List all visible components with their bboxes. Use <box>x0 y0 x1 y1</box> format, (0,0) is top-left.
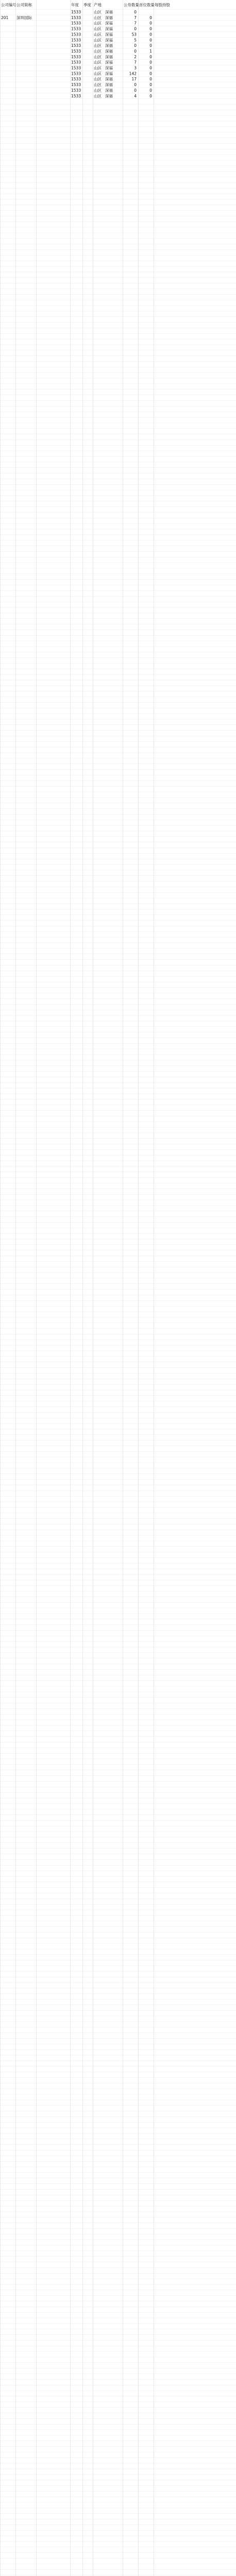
table-cell: 4 <box>134 93 137 98</box>
table-cell: 山区 <box>94 71 102 76</box>
table-cell: 山区 <box>94 88 102 93</box>
table-cell: 1533 <box>71 10 81 14</box>
table-cell: 1 <box>149 48 152 54</box>
table-cell: 山区 <box>94 38 102 43</box>
header-cell: 每股持股 <box>155 3 170 7</box>
table-cell: 1533 <box>71 21 81 26</box>
table-cell: 0 <box>149 88 152 93</box>
table-cell: 0 <box>149 71 152 76</box>
table-cell: 1533 <box>71 65 81 71</box>
table-cell: 1533 <box>71 54 81 59</box>
table-cell: 深圳国际 <box>16 15 32 20</box>
table-row <box>71 26 152 31</box>
table-cell: 深福 <box>105 32 113 37</box>
table-cell: 深福 <box>105 93 113 98</box>
table-row <box>71 54 152 59</box>
table-row <box>71 82 152 87</box>
table-cell: 0 <box>149 32 152 37</box>
table-row <box>71 60 152 65</box>
table-cell: 0 <box>134 26 137 31</box>
table-cell: 0 <box>134 10 137 14</box>
table-cell: 山区 <box>94 77 102 82</box>
header-cell: 公司简称 <box>16 3 32 7</box>
table-cell: 深福 <box>105 10 113 14</box>
table-cell: 山区 <box>94 82 102 88</box>
table-cell: 深福 <box>105 38 113 43</box>
table-cell: 0 <box>149 60 152 65</box>
header-cell: 产地 <box>94 3 102 7</box>
table-cell: 深福 <box>105 71 113 76</box>
header-row <box>0 0 236 9</box>
table-cell: 深福 <box>105 82 113 88</box>
table-row <box>71 71 152 76</box>
table-cell: 深福 <box>105 77 113 82</box>
table-cell: 1533 <box>71 26 81 31</box>
header-cell: 季度 <box>83 3 91 7</box>
table-cell: 0 <box>149 82 152 88</box>
table-cell: 0 <box>149 65 152 71</box>
table-row <box>71 65 152 71</box>
table-cell: 7 <box>134 60 137 65</box>
table-cell: 深福 <box>105 48 113 54</box>
table-cell: 0 <box>134 82 137 88</box>
table-cell: 深福 <box>105 88 113 93</box>
table-cell: 17 <box>131 77 137 82</box>
table-cell: 53 <box>131 32 137 37</box>
table-cell: 山区 <box>94 21 102 26</box>
table-cell: 1533 <box>71 82 81 88</box>
table-cell: 0 <box>134 88 137 93</box>
table-cell: 142 <box>129 71 137 76</box>
table-cell: 山区 <box>94 48 102 54</box>
table-cell: 0 <box>149 38 152 43</box>
table-cell: 7 <box>134 15 137 20</box>
table-cell: 0 <box>149 43 152 48</box>
table-cell: 深福 <box>105 26 113 31</box>
table-cell: 0 <box>149 93 152 98</box>
table-cell: 山区 <box>94 32 102 37</box>
table-cell: 1533 <box>71 38 81 43</box>
table-row <box>71 9 137 14</box>
table-cell: 201 <box>1 15 9 20</box>
table-cell: 山区 <box>94 65 102 71</box>
table-cell: 2 <box>134 54 137 59</box>
table-row <box>71 48 152 54</box>
table-cell: 山区 <box>94 43 102 48</box>
table-cell: 深福 <box>105 21 113 26</box>
table-row <box>1 15 152 20</box>
table-cell: 山区 <box>94 60 102 65</box>
table-row <box>71 37 152 42</box>
table-cell: 深福 <box>105 43 113 48</box>
table-cell: 0 <box>149 15 152 20</box>
table-row <box>71 93 152 98</box>
table-cell: 1533 <box>71 43 81 48</box>
table-cell: 3 <box>134 65 137 71</box>
table-cell: 1533 <box>71 32 81 37</box>
table-cell: 深福 <box>105 60 113 65</box>
table-cell: 山区 <box>94 26 102 31</box>
table-cell: 0 <box>149 26 152 31</box>
table-cell: 深福 <box>105 54 113 59</box>
header-cell: 公司编号 <box>1 3 16 7</box>
table-cell: 深福 <box>105 65 113 71</box>
table-cell: 1533 <box>71 71 81 76</box>
table-cell: 山区 <box>94 15 102 20</box>
table-cell: 1533 <box>71 48 81 54</box>
table-cell: 1533 <box>71 60 81 65</box>
table-cell: 0 <box>149 54 152 59</box>
header-cell: 首位数量 <box>139 3 155 7</box>
table-row <box>71 88 152 93</box>
table-row <box>71 31 152 37</box>
table-cell: 7 <box>134 21 137 26</box>
table-cell: 山区 <box>94 10 102 14</box>
table-cell: 5 <box>134 38 137 43</box>
table-cell: 0 <box>134 43 137 48</box>
header-cell: 年度 <box>71 3 79 7</box>
table-cell: 山区 <box>94 93 102 98</box>
table-cell: 1533 <box>71 93 81 98</box>
table-row <box>71 43 152 48</box>
table-cell: 1533 <box>71 77 81 82</box>
table-cell: 1533 <box>71 15 81 20</box>
table-cell: 0 <box>149 21 152 26</box>
table-cell: 0 <box>134 48 137 54</box>
table-row <box>71 21 152 26</box>
table-cell: 1533 <box>71 88 81 93</box>
header-cell: 公券数量 <box>124 3 139 7</box>
table-cell: 山区 <box>94 54 102 59</box>
table-row <box>71 76 152 81</box>
table-cell: 0 <box>149 77 152 82</box>
table-cell: 深福 <box>105 15 113 20</box>
